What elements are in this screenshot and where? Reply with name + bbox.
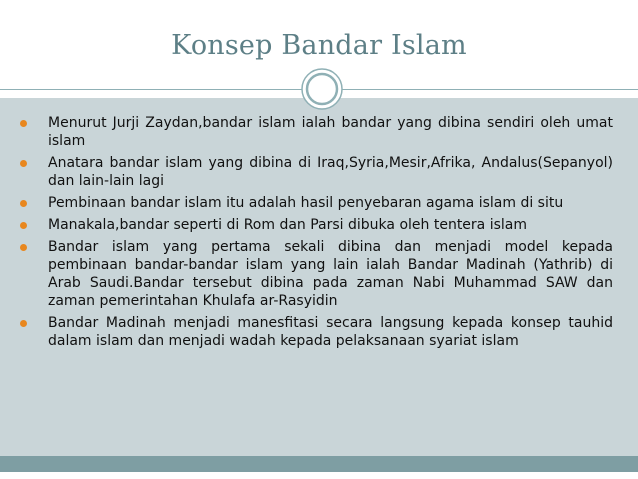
bullet-list xyxy=(16,114,613,354)
bullet-icon xyxy=(20,320,27,327)
bullet-text: Pembinaan bandar islam itu adalah hasil penyebaran agama islam di situ xyxy=(48,195,564,211)
bullet-text: Menurut Jurji Zaydan,bandar islam ialah bandar yang dibina sendiri oleh umat islam xyxy=(48,115,613,149)
bullet-text: Bandar islam yang pertama sekali dibina dan menjadi model kepada pembinaan bandar-bandar islam yang lain ialah Bandar Madinah (Yathrib) di Arab Saudi.Bandar tersebut dibina pada zaman Nabi Muhammad SAW dan zaman pemerintahan Khulafa ar-Rasyidin xyxy=(48,239,613,309)
list-item xyxy=(16,238,613,310)
footer-band xyxy=(0,456,638,472)
bullet-icon xyxy=(20,160,27,167)
bullet-icon xyxy=(20,200,27,207)
list-item xyxy=(16,216,613,234)
bullet-icon xyxy=(20,120,27,127)
bullet-text: Anatara bandar islam yang dibina di Iraq,Syria,Mesir,Afrika, Andalus(Sepanyol) dan lain-lain lagi xyxy=(48,155,613,189)
bullet-icon xyxy=(20,222,27,229)
circle-emblem-icon xyxy=(301,68,343,110)
bullet-icon xyxy=(20,244,27,251)
list-item xyxy=(16,154,613,190)
bullet-text: Manakala,bandar seperti di Rom dan Parsi dibuka oleh tentera islam xyxy=(48,217,527,233)
slide-title: Konsep Bandar Islam xyxy=(171,30,467,61)
bullet-text: Bandar Madinah menjadi manesfitasi secara langsung kepada konsep tauhid dalam islam dan menjadi wadah kepada pelaksanaan syariat islam xyxy=(48,315,613,349)
list-item xyxy=(16,314,613,350)
list-item xyxy=(16,194,613,212)
list-item xyxy=(16,114,613,150)
bottom-margin xyxy=(0,472,638,479)
